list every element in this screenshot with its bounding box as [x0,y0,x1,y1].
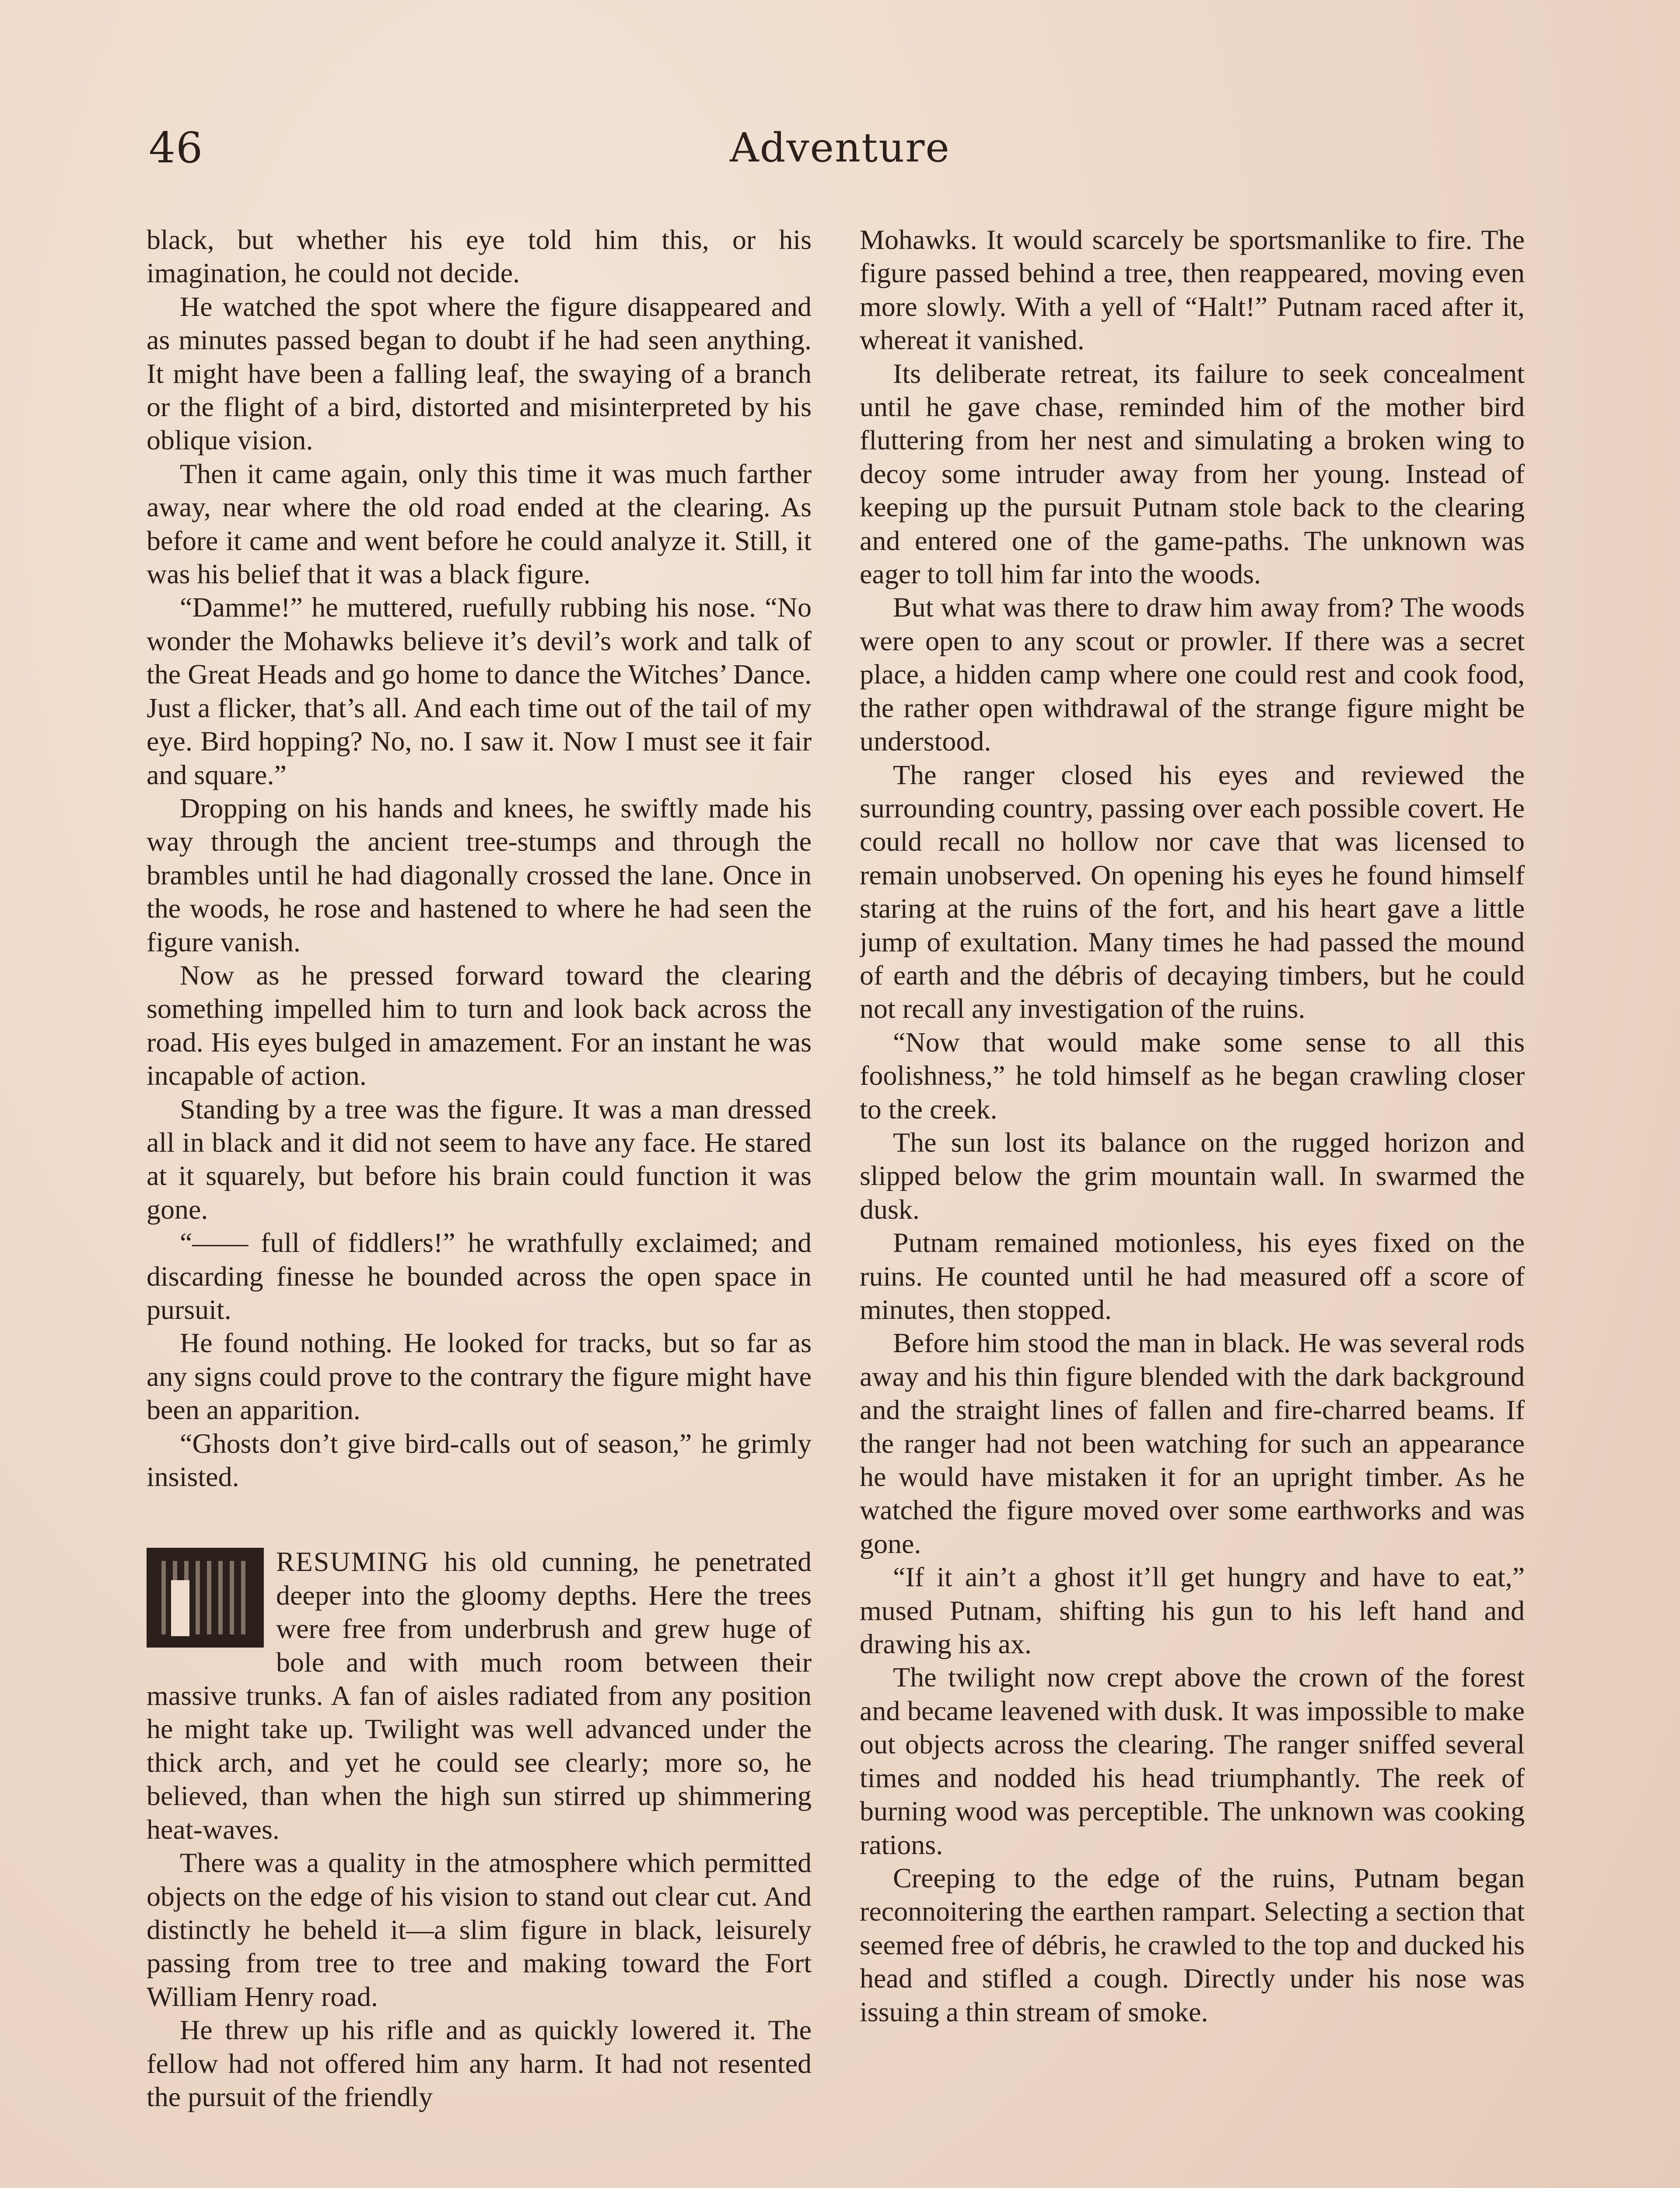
section-break [147,1494,812,1545]
left-paragraphs-after-break [147,1846,812,2114]
paragraph: The ranger closed his eyes and reviewed the surrounding country, passing over each possible covert. He could recall no hollow nor cave that was licensed to remain unobserved. On opening his eyes he found himself staring at the ruins of the fort, and his heart gave a little jump of exultation. Many times he had passed the mound of earth and the débris of decaying timbers, but he could not recall any investigation of the ruins. [860,759,1525,1024]
paragraph: “Damme!” he muttered, ruefully rubbing his nose. “No wonder the Mohawks believe it’s devil’s work and talk of the Great Heads and go home to dance the Witches’ Dance. Just a flicker, that’s all. And each time out of the tail of my eye. Bird hopping? No, no. I saw it. Now I must see it fair and square.” [147,592,812,790]
paragraph: Putnam remained motionless, his eyes fixed on the ruins. He counted until he had measured off a score of minutes, then stopped. [860,1227,1525,1325]
paragraph: He watched the spot where the figure disappeared and as minutes passed began to doubt if he had seen anything. It might have been a falling leaf, the swaying of a branch or the flight of a bird, distorted and misinterpreted by his oblique vision. [147,291,812,456]
paragraph: Its deliberate retreat, its failure to seek concealment until he gave chase, reminded him of the mother bird fluttering from her nest and simulating a broken wing to decoy some intruder away from her young. Instead of keeping up the pursuit Putnam stole back to the clearing and entered one of the game-paths. The unknown was eager to toll him far into the woods. [860,358,1525,590]
paragraph: Before him stood the man in black. He was several rods away and his thin figure blended with the dark background and the straight lines of fallen and fire-charred beams. If the ranger had not been watching for such an appearance he would have mistaken it for an upright timber. As he watched the figure moved over some earthworks and was gone. [860,1327,1525,1559]
page-number: 46 [149,123,203,172]
paragraph: He threw up his rifle and as quickly lowered it. The fellow had not offered him any harm. It had not resented the pursuit of the friendly [147,2014,812,2112]
right-column [860,223,1525,2188]
paragraph: The sun lost its balance on the rugged horizon and slipped below the grim mountain wall. In swarmed the dusk. [860,1126,1525,1225]
paragraph: But what was there to draw him away from? The woods were open to any scout or prowler. If there was a secret place, a hidden camp where one could rest and cook food, the rather open withdrawal of the strange figure might be understood. [860,592,1525,757]
paragraph: “If it ain’t a ghost it’ll get hungry and have to eat,” mused Putnam, shifting his gun to his left hand and drawing his ax. [860,1561,1525,1660]
dropcap-word: RESUMING [276,1546,430,1578]
running-head: Adventure [730,124,950,171]
paragraph: Now as he pressed forward toward the clearing something impelled him to turn and look back across the road. His eyes bulged in amazement. For an instant he was incapable of action. [147,959,812,1091]
left-paragraphs-before-break [147,223,812,1494]
paragraph: Dropping on his hands and knees, he swiftly made his way through the ancient tree-stumps and through the brambles until he had diagonally crossed the lane. Once in the woods, he rose and hastened to where he had seen the figure vanish. [147,792,812,957]
paragraph: “Ghosts don’t give bird-calls out of season,” he grimly insisted. [147,1427,812,1493]
paragraph: “—— full of fiddlers!” he wrathfully exclaimed; and discarding finesse he bounded across the open space in pursuit. [147,1227,812,1325]
paragraph: black, but whether his eye told him this, or his imagination, he could not decide. [147,224,812,289]
dropcap-paragraph [147,1545,812,1846]
left-column [147,223,812,2188]
paragraph: There was a quality in the atmosphere which permitted objects on the edge of his vision to stand out clear cut. And distinctly he beheld it—a slim figure in black, leisurely passing from tree to tree and making toward the Fort William Henry road. [147,1847,812,2012]
paragraph: Mohawks. It would scarcely be sportsmanlike to fire. The figure passed behind a tree, then reappeared, moving even more slowly. With a yell of “Halt!” Putnam raced after it, whereat it vanished. [860,224,1525,356]
dropcap-paragraph-text: his old cunning, he penetrated deeper into the gloomy depths. Here the trees were free from underbrush and grew huge of bole and with much room between their massive trunks. A fan of aisles radiated from any position he might take up. Twilight was well advanced under the thick arch, and yet he could see clearly; more so, he believed, than when the high sun stirred up shimmering heat-waves. [147,1546,812,1845]
paragraph: Standing by a tree was the figure. It was a man dressed all in black and it did not seem to have any face. He stared at it squarely, but before his brain could function it was gone. [147,1093,812,1225]
paragraph: He found nothing. He looked for tracks, but so far as any signs could prove to the contrary the figure might have been an apparition. [147,1327,812,1426]
paragraph: “Now that would make some sense to all this foolishness,” he told himself as he began crawling closer to the creek. [860,1026,1525,1125]
paragraph: Creeping to the edge of the ruins, Putnam began reconnoitering the earthen rampart. Selecting a section that seemed free of débris, he crawled to the top and ducked his head and stifled a cough. Directly under his nose was issuing a thin stream of smoke. [860,1862,1525,2027]
paragraph: The twilight now crept above the crown of the forest and became leavened with dusk. It was impossible to make out objects across the clearing. The ranger sniffed several times and nodded his head triumphantly. The reek of burning wood was perceptible. The unknown was cooking rations. [860,1662,1525,1860]
paragraph: Then it came again, only this time it was much farther away, near where the old road ended at the clearing. As before it came and went before he could analyze it. Still, it was his belief that it was a black figure. [147,458,812,590]
dropcap-illustration [147,1548,264,1648]
